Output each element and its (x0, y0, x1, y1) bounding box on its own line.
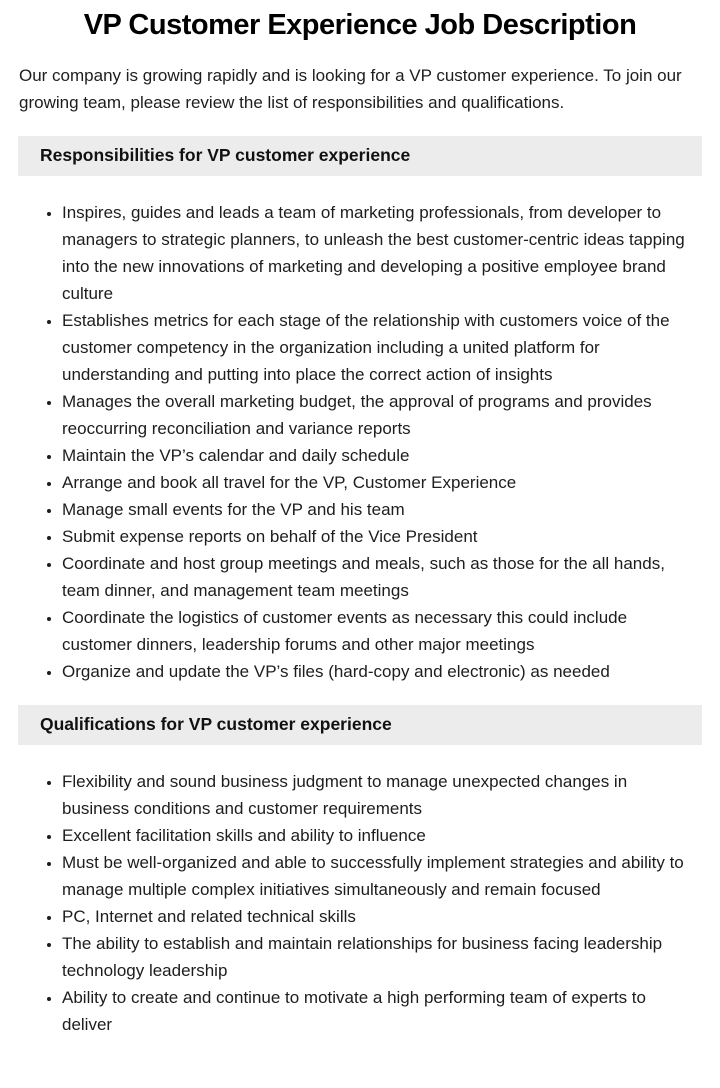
section-heading (18, 705, 702, 745)
list-item: • Ability to create and continue to motivate a high performing team of experts to deliver (62, 984, 698, 1038)
list-item: • Organize and update the VP’s files (hard-copy and electronic) as needed (62, 658, 698, 685)
list-item: • Flexibility and sound business judgment to manage unexpected changes in business conditions and customer requirements (62, 768, 698, 822)
list-item: • Maintain the VP’s calendar and daily schedule (62, 442, 698, 469)
list-item: • Coordinate and host group meetings and meals, such as those for the all hands, team dinner, and management team meetings (62, 550, 698, 604)
list-item: • Must be well-organized and able to successfully implement strategies and ability to manage multiple complex initiatives simultaneously and remain focused (62, 849, 698, 903)
list-item: • PC, Internet and related technical skills (62, 903, 698, 930)
list-item: • Establishes metrics for each stage of the relationship with customers voice of the customer competency in the organization including a united platform for understanding and putting into place the correct action of insights (62, 307, 698, 388)
page-title: VP Customer Experience Job Description (83, 9, 637, 41)
section-heading-label: Qualifications for VP customer experience (40, 714, 392, 734)
sections (0, 136, 720, 1038)
section (0, 136, 720, 685)
list-item: • Inspires, guides and leads a team of marketing professionals, from developer to managers to strategic planners, to unleash the best customer-centric ideas tapping into the new innovations of marketing and developing a positive employee brand culture (62, 199, 698, 307)
list-item: • Manages the overall marketing budget, the approval of programs and provides reoccurring reconciliation and variance reports (62, 388, 698, 442)
bullet-list (0, 768, 720, 1038)
bullet-list (0, 199, 720, 685)
list-item: • Coordinate the logistics of customer events as necessary this could include customer dinners, leadership forums and other major meetings (62, 604, 698, 658)
section-heading-label: Responsibilities for VP customer experience (40, 145, 411, 165)
section-heading (18, 136, 702, 176)
list-item: • Excellent facilitation skills and ability to influence (62, 822, 698, 849)
list-item: • Manage small events for the VP and his team (62, 496, 698, 523)
list-item: • The ability to establish and maintain relationships for business facing leadership technology leadership (62, 930, 698, 984)
list-item: • Submit expense reports on behalf of the Vice President (62, 523, 698, 550)
section (0, 705, 720, 1038)
intro-paragraph: Our company is growing rapidly and is looking for a VP customer experience. To join our growing team, please review the list of responsibilities and qualifications. (19, 66, 682, 112)
list-item: • Arrange and book all travel for the VP, Customer Experience (62, 469, 698, 496)
